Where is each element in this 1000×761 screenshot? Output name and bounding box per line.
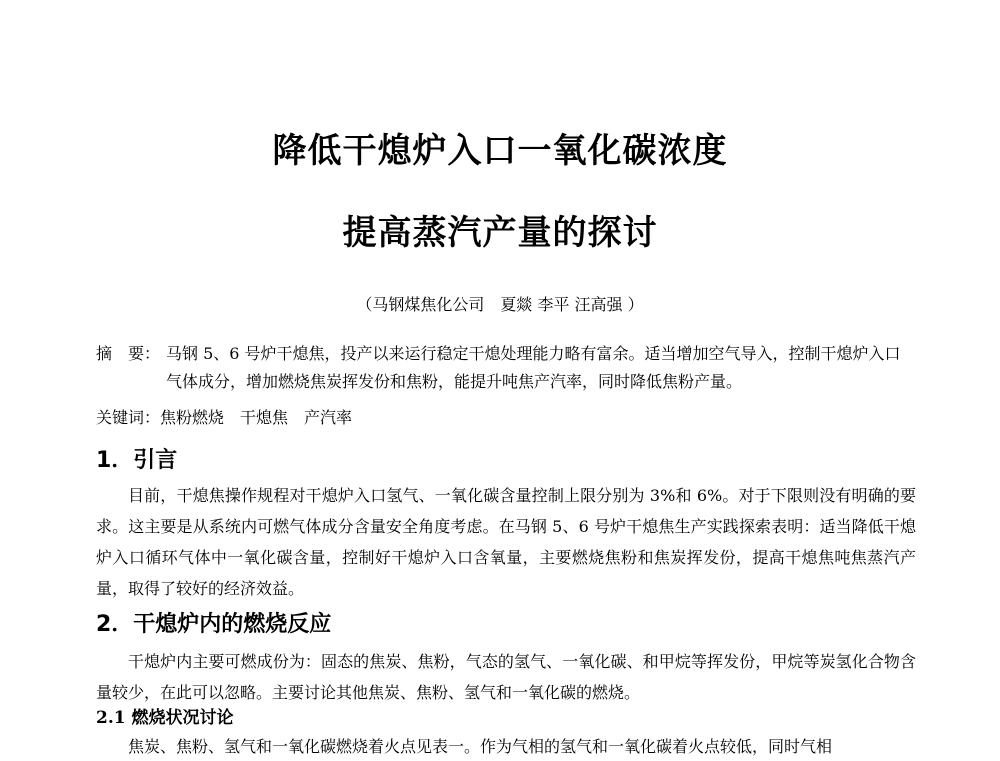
section-heading-combustion: 2．干熄炉内的燃烧反应 [96, 612, 332, 637]
abstract [96, 340, 916, 396]
paper-title-line1: 降低干熄炉入口一氧化碳浓度 [272, 131, 728, 171]
abstract-label: 摘 要： [96, 344, 161, 363]
keywords [96, 404, 916, 432]
subsection-heading-combustion-status: 2.1 燃烧状况讨论 [96, 708, 234, 728]
paper-title-line2: 提高蒸汽产量的探讨 [342, 213, 658, 253]
paragraph-introduction: 目前，干熄焦操作规程对干熄炉入口氢气、一氧化碳含量控制上限分别为 3%和 6%。对于下限则没有明确的要求。这主要是从系统内可燃气体成分含量安全角度考虑。在马钢 5、6 号炉干熄焦生产实践探索表明：适当降低干熄炉入口循环气体中一氧化碳含量，控制好干熄炉入口含氧量，主要燃烧焦粉和焦炭挥发份，提高干熄焦吨焦蒸汽产量，取得了较好的经济效益。 [96, 486, 916, 598]
keywords-label: 关键词： [96, 408, 161, 427]
authors: （马钢煤焦化公司 夏燚 李平 汪高强 ） [356, 295, 644, 314]
keywords-text: 焦粉燃烧 干熄焦 产汽率 [160, 408, 353, 427]
paragraph-combustion-status: 焦炭、焦粉、氢气和一氧化碳燃烧着火点见表一。作为气相的氢气和一氧化碳着火点较低，同时气相 [128, 737, 833, 756]
paragraph-combustion: 干熄炉内主要可燃成份为：固态的焦炭、焦粉，气态的氢气、一氧化碳、和甲烷等挥发份，甲烷等炭氢化合物含量较少，在此可以忽略。主要讨论其他焦炭、焦粉、氢气和一氧化碳的燃烧。 [96, 652, 916, 702]
section-heading-introduction: 1．引言 [96, 448, 178, 473]
abstract-text: 马钢 5、6 号炉干熄焦，投产以来运行稳定干熄处理能力略有富余。适当增加空气导入，控制干熄炉入口气体成分，增加燃烧焦炭挥发份和焦粉，能提升吨焦产汽率，同时降低焦粉产量。 [166, 344, 901, 391]
